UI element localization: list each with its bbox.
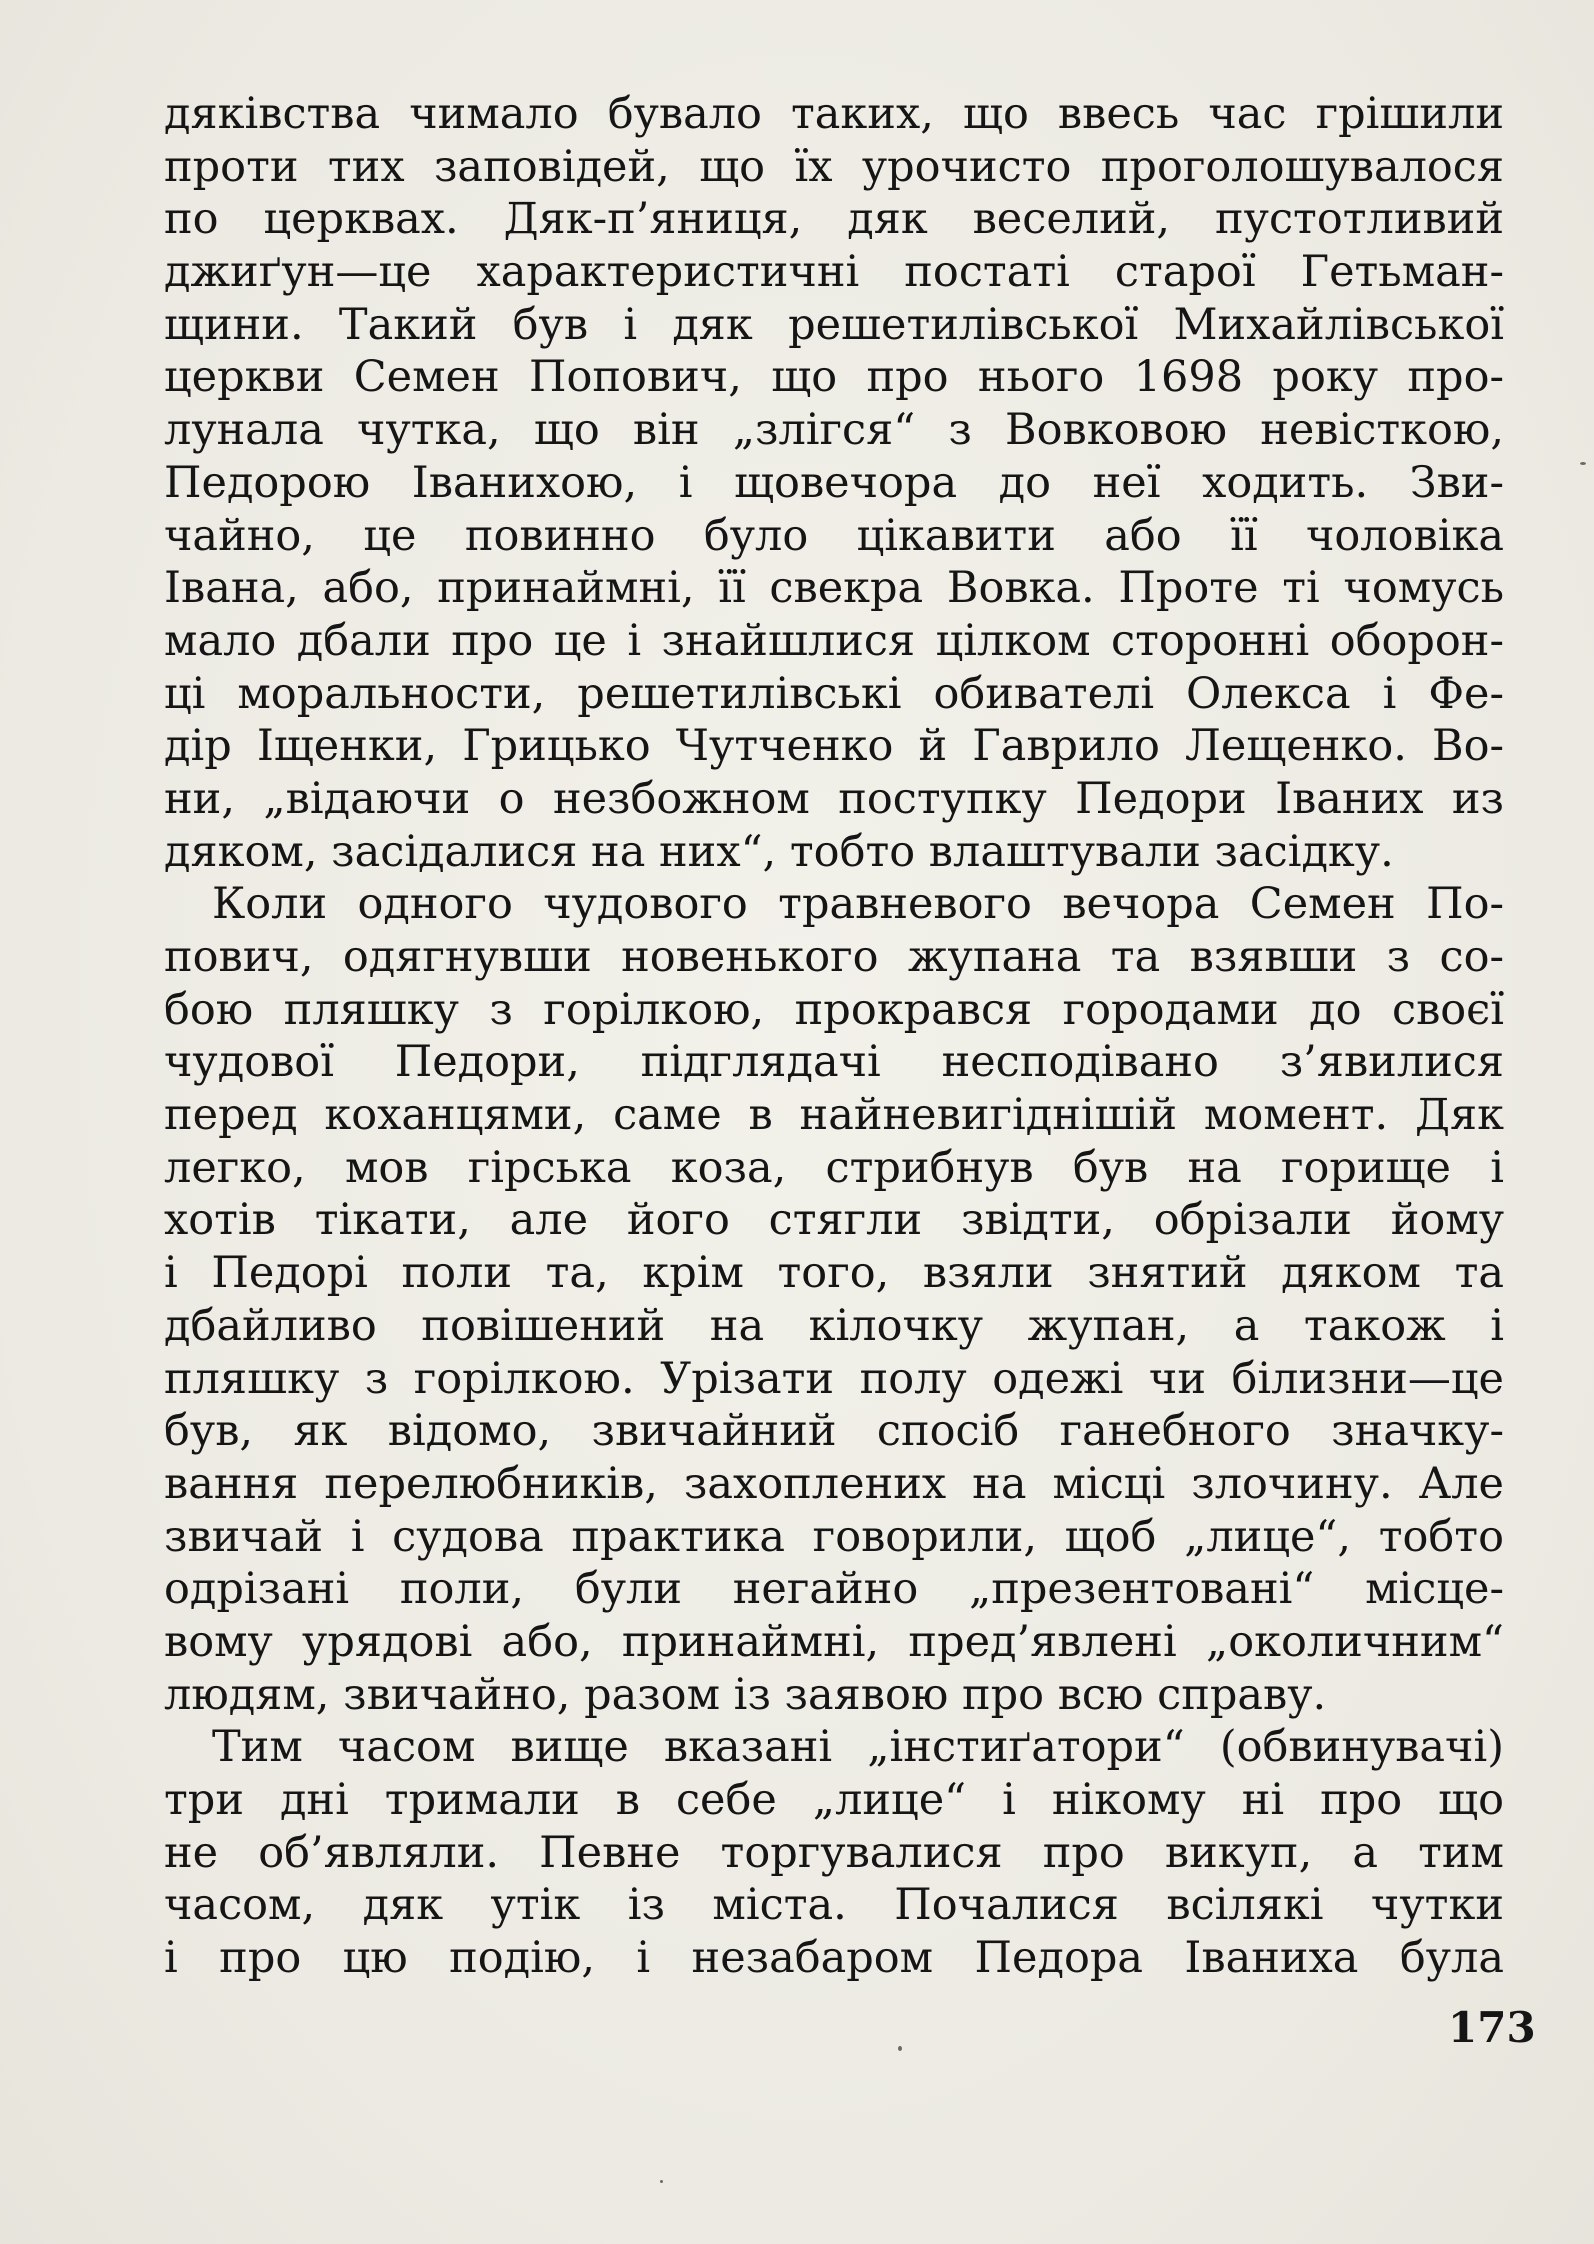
text-line: ці моральности, решетилівські обивателі Олекса і Фе- — [164, 668, 1504, 719]
paper-speck — [660, 2180, 663, 2183]
text-line: не об’являли. Певне торгувалися про викуп, а тим — [164, 1827, 1504, 1878]
text-line: бою пляшку з горілкою, прокрався городами до своєї — [164, 984, 1504, 1035]
body-text — [164, 88, 1504, 1985]
text-line: пович, одягнувши новенького жупана та взявши з со- — [164, 932, 1504, 982]
text-line: церкви Семен Попович, що про нього 1698 року про- — [164, 352, 1504, 403]
text-line: людям, звичайно, разом із заявою про всю справу. — [164, 1669, 1327, 1720]
page-number: 173 — [1448, 2003, 1536, 2052]
text-line: пляшку з горілкою. Урізати полу одежі чи білизни—це — [164, 1353, 1504, 1404]
paper-speck — [898, 2046, 902, 2051]
text-line: лунала чутка, що він „злігся“ з Вовковою невісткою, — [164, 405, 1504, 456]
text-line: джиґун—це характеристичні постаті старої Гетьман- — [164, 247, 1504, 298]
text-line: дяківства чимало бувало таких, що ввесь час грішили — [164, 89, 1504, 139]
text-line: дяком, засідалися на них“, тобто влаштували засідку. — [164, 826, 1394, 877]
text-line: Івана, або, принаймні, її свекра Вовка. Проте ті чомусь — [164, 563, 1504, 614]
text-line: мало дбали про це і знайшлися цілком сторонні оборон- — [164, 615, 1504, 666]
text-line: проти тих заповідей, що їх урочисто проголошувалося — [164, 141, 1504, 192]
text-line: чудової Педори, підглядачі несподівано з’явилися — [164, 1037, 1504, 1088]
text-line: часом, дяк утік із міста. Почалися всілякі чутки — [164, 1880, 1504, 1931]
text-line: Педорою Іванихою, і щовечора до неї ходить. Зви- — [164, 457, 1504, 508]
text-line: одрізані поли, були негайно „презентовані“ місце- — [164, 1564, 1504, 1615]
text-line: і Педорі поли та, крім того, взяли знятий дяком та — [164, 1248, 1504, 1299]
text-line: і про цю подію, і незабаром Педора Іваниха була — [164, 1933, 1504, 1984]
text-line: хотів тікати, але його стягли звідти, обрізали йому — [164, 1195, 1504, 1246]
text-line: чайно, це повинно було цікавити або її чоловіка — [164, 510, 1504, 561]
text-line: легко, мов гірська коза, стрибнув був на горище і — [164, 1142, 1504, 1193]
text-line: звичай і судова практика говорили, щоб „лице“, тобто — [164, 1511, 1504, 1562]
text-line: перед коханцями, саме в найневигіднішій момент. Дяк — [164, 1090, 1504, 1141]
text-line: вому урядові або, принаймні, пред’явлені „околичним“ — [164, 1616, 1504, 1667]
text-line: щини. Такий був і дяк решетилівської Михайлівської — [164, 299, 1504, 350]
text-line: дір Іщенки, Грицько Чутченко й Гаврило Лещенко. Во- — [164, 721, 1504, 772]
text-line: Тим часом вище вказані „інстиґатори“ (обвинувачі) — [212, 1722, 1504, 1773]
paper-speck — [1580, 462, 1586, 465]
text-line: ни, „відаючи о незбожном поступку Педори Іваних из — [164, 773, 1504, 824]
text-line: три дні тримали в себе „лице“ і нікому ні про що — [164, 1775, 1504, 1825]
text-line: вання перелюбників, захоплених на місці злочину. Але — [164, 1458, 1504, 1509]
text-line: Коли одного чудового травневого вечора Семен По- — [212, 879, 1504, 930]
text-line: дбайливо повішений на кілочку жупан, а також і — [164, 1300, 1504, 1351]
text-line: по церквах. Дяк-п’яниця, дяк веселий, пустотливий — [164, 194, 1504, 245]
text-line: був, як відомо, звичайний спосіб ганебного значку- — [164, 1406, 1504, 1457]
